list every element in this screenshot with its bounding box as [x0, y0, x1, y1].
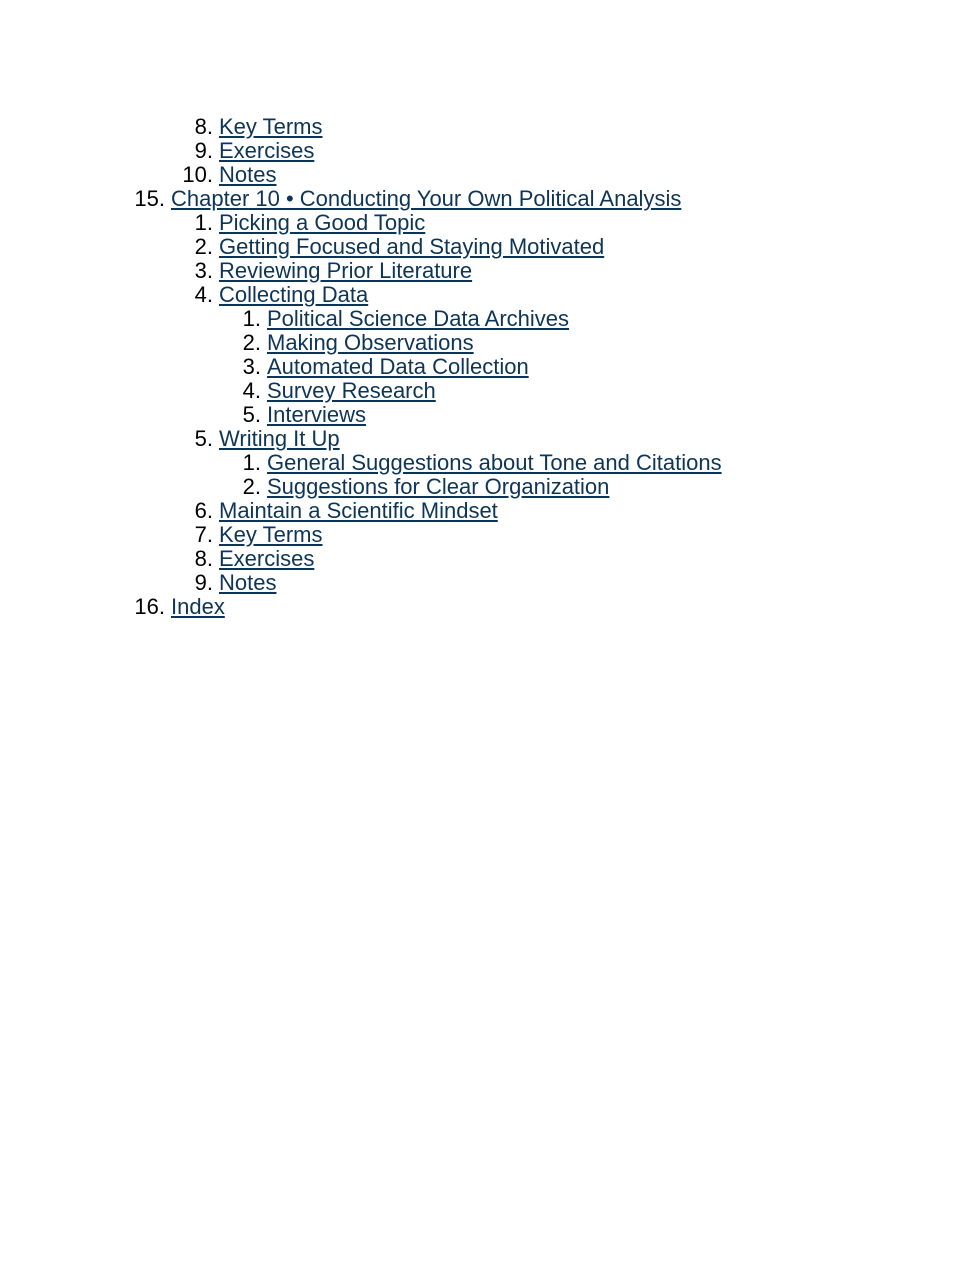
table-of-contents [0, 115, 980, 619]
toc-item [0, 259, 980, 283]
toc-link-writing-it-up[interactable]: Writing It Up [219, 426, 340, 451]
toc-chapter [0, 595, 980, 619]
toc-item-number: 2. [194, 234, 213, 259]
toc-link-chapter-10[interactable]: Chapter 10 • Conducting Your Own Political Analysis [171, 186, 682, 211]
toc-item-number: 8. [194, 114, 213, 139]
toc-item-number: 2. [242, 474, 261, 499]
toc-link-collecting-data[interactable]: Collecting Data [219, 282, 369, 307]
toc-item-number: 16. [134, 594, 165, 619]
toc-item [0, 163, 980, 187]
toc-item-number: 3. [194, 258, 213, 283]
toc-item-number: 15. [134, 186, 165, 211]
toc-link-tone-and-citations[interactable]: General Suggestions about Tone and Citations [267, 450, 722, 475]
toc-item-number: 5. [194, 426, 213, 451]
toc-link-data-archives[interactable]: Political Science Data Archives [267, 306, 570, 331]
toc-item-number: 9. [194, 138, 213, 163]
toc-item [0, 283, 980, 307]
toc-link-notes[interactable]: Notes [219, 570, 277, 595]
toc-link-making-observations[interactable]: Making Observations [267, 330, 474, 355]
toc-item-number: 4. [242, 378, 261, 403]
toc-link-notes[interactable]: Notes [219, 162, 277, 187]
toc-item [0, 499, 980, 523]
toc-item [0, 115, 980, 139]
toc-link-automated-data-collection[interactable]: Automated Data Collection [267, 354, 529, 379]
toc-item [0, 211, 980, 235]
toc-link-interviews[interactable]: Interviews [267, 402, 367, 427]
toc-item-number: 7. [194, 522, 213, 547]
toc-item-number: 5. [242, 402, 261, 427]
toc-subitem [0, 403, 980, 427]
toc-link-getting-focused[interactable]: Getting Focused and Staying Motivated [219, 234, 605, 259]
toc-item-number: 2. [242, 330, 261, 355]
toc-link-scientific-mindset[interactable]: Maintain a Scientific Mindset [219, 498, 498, 523]
toc-item-number: 1. [194, 210, 213, 235]
toc-item [0, 523, 980, 547]
toc-item [0, 547, 980, 571]
toc-link-reviewing-prior-literature[interactable]: Reviewing Prior Literature [219, 258, 473, 283]
toc-subitem [0, 307, 980, 331]
toc-item-number: 1. [242, 450, 261, 475]
toc-item [0, 235, 980, 259]
toc-link-key-terms[interactable]: Key Terms [219, 522, 323, 547]
toc-subitem [0, 475, 980, 499]
toc-link-key-terms[interactable]: Key Terms [219, 114, 323, 139]
toc-item-number: 9. [194, 570, 213, 595]
toc-subitem [0, 379, 980, 403]
toc-item-number: 1. [242, 306, 261, 331]
toc-item-number: 4. [194, 282, 213, 307]
toc-link-survey-research[interactable]: Survey Research [267, 378, 436, 403]
toc-subitem [0, 355, 980, 379]
toc-link-exercises[interactable]: Exercises [219, 546, 315, 571]
toc-subitem [0, 451, 980, 475]
toc-link-index[interactable]: Index [171, 594, 225, 619]
toc-link-clear-organization[interactable]: Suggestions for Clear Organization [267, 474, 610, 499]
toc-item-number: 6. [194, 498, 213, 523]
toc-item [0, 139, 980, 163]
toc-item [0, 427, 980, 451]
toc-item-number: 8. [194, 546, 213, 571]
toc-chapter [0, 187, 980, 211]
toc-item [0, 571, 980, 595]
toc-link-exercises[interactable]: Exercises [219, 138, 315, 163]
toc-item-number: 10. [182, 162, 213, 187]
toc-item-number: 3. [242, 354, 261, 379]
toc-subitem [0, 331, 980, 355]
toc-link-picking-a-good-topic[interactable]: Picking a Good Topic [219, 210, 426, 235]
